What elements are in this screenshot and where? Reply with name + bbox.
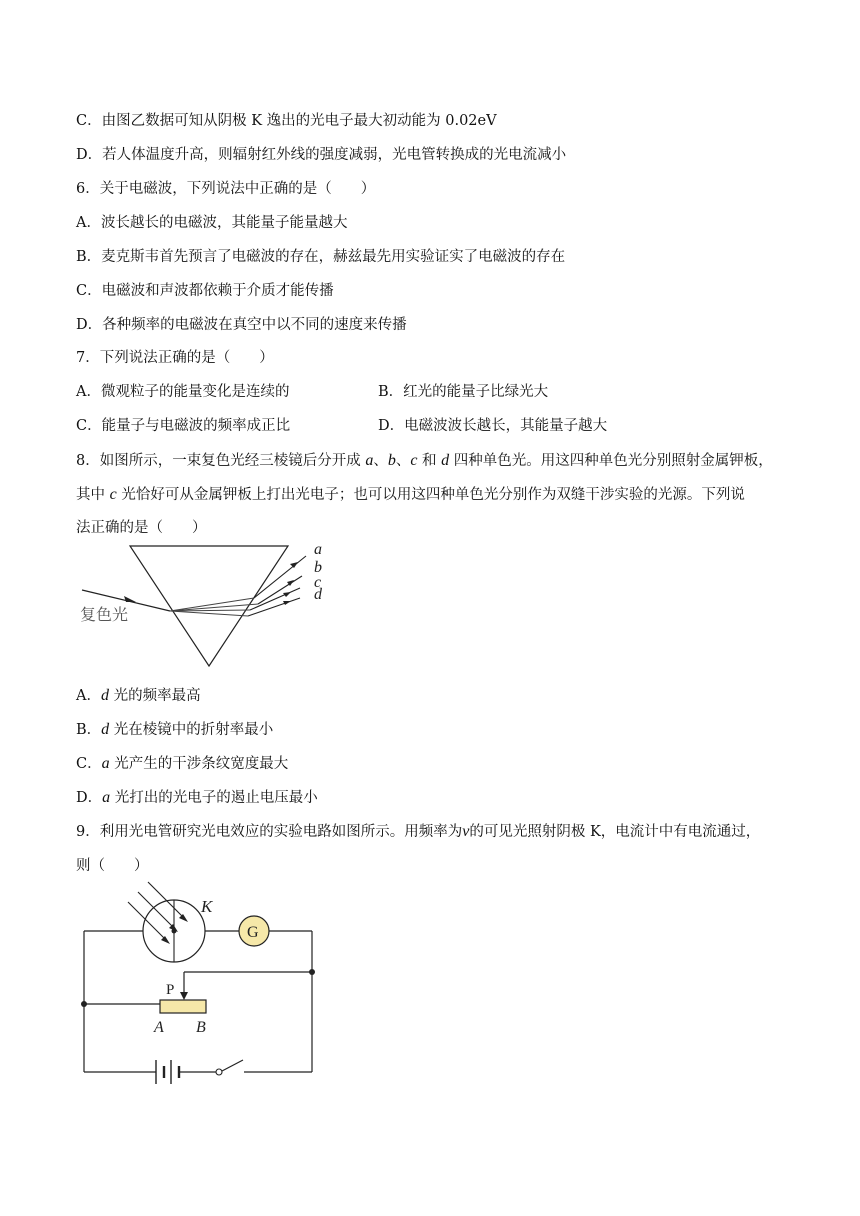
q8-option-b: B．d 光在棱镜中的折射率最小 xyxy=(76,721,274,738)
q6-option-d: D．各种频率的电磁波在真空中以不同的速度来传播 xyxy=(76,317,407,333)
ray-label-d: d xyxy=(314,586,322,603)
photocell-circuit-figure xyxy=(76,876,326,1088)
ray-label-b: b xyxy=(314,559,322,576)
ray-a xyxy=(254,556,306,598)
rheostat-end-b: B xyxy=(196,1019,206,1036)
q8-option-a: A．d 光的频率最高 xyxy=(76,687,201,704)
rheostat xyxy=(160,1000,206,1013)
q7-stem: 7．下列说法正确的是（ ） xyxy=(76,350,274,366)
q7-option-c: C．能量子与电磁波的频率成正比 xyxy=(76,418,291,434)
ray-label-c: c xyxy=(314,574,322,591)
q6-stem: 6．关于电磁波，下列说法中正确的是（ ） xyxy=(76,181,376,197)
q5-option-c: C．由图乙数据可知从阴极 K 逸出的光电子最大初动能为 0.02eV xyxy=(76,113,497,129)
q6-option-b: B．麦克斯韦首先预言了电磁波的存在，赫兹最先用实验证实了电磁波的存在 xyxy=(76,249,566,265)
ray-label-a: a xyxy=(314,541,322,558)
cathode-label: K xyxy=(201,897,213,916)
prism-figure xyxy=(76,538,346,670)
q8-stem-line1: 8．如图所示，一束复色光经三棱镜后分开成 a、b、c 和 d 四种单色光。用这四种单色光分别照射金属钾板， xyxy=(76,452,773,469)
q8-stem-line2: 其中 c 光恰好可从金属钾板上打出光电子；也可以用这四种单色光分别作为双缝干涉实验的光源。下列说 xyxy=(76,486,745,503)
q5-option-d: D．若人体温度升高，则辐射红外线的强度减弱，光电管转换成的光电流减小 xyxy=(76,147,567,163)
rheostat-end-a: A xyxy=(154,1019,164,1036)
q7-option-a: A．微观粒子的能量变化是连续的 xyxy=(76,384,290,400)
q7-option-b: B．红光的能量子比绿光大 xyxy=(378,384,549,400)
incoming-label: 复色光 xyxy=(80,605,129,624)
q9-stem-line2: 则（ ） xyxy=(76,858,149,874)
galvanometer-label: G xyxy=(247,924,259,941)
q8-option-d: D．a 光打出的光电子的遏止电压最小 xyxy=(76,789,318,806)
prism-shape xyxy=(130,546,288,666)
switch-pivot xyxy=(216,1069,222,1075)
q7-option-d: D．电磁波波长越长，其能量子越大 xyxy=(378,418,608,434)
q9-stem-line1: 9．利用光电管研究光电效应的实验电路如图所示。用频率为ν的可见光照射阴极 K，电流计中有电流通过， xyxy=(76,823,761,840)
slider-label: P xyxy=(166,982,175,998)
q6-option-c: C．电磁波和声波都依赖于介质才能传播 xyxy=(76,283,334,299)
q8-option-c: C．a 光产生的干涉条纹宽度最大 xyxy=(76,755,289,772)
q6-option-a: A．波长越长的电磁波，其能量子能量越大 xyxy=(76,215,348,231)
q8-stem-line3: 法正确的是（ ） xyxy=(76,520,207,536)
switch-blade xyxy=(222,1060,243,1071)
